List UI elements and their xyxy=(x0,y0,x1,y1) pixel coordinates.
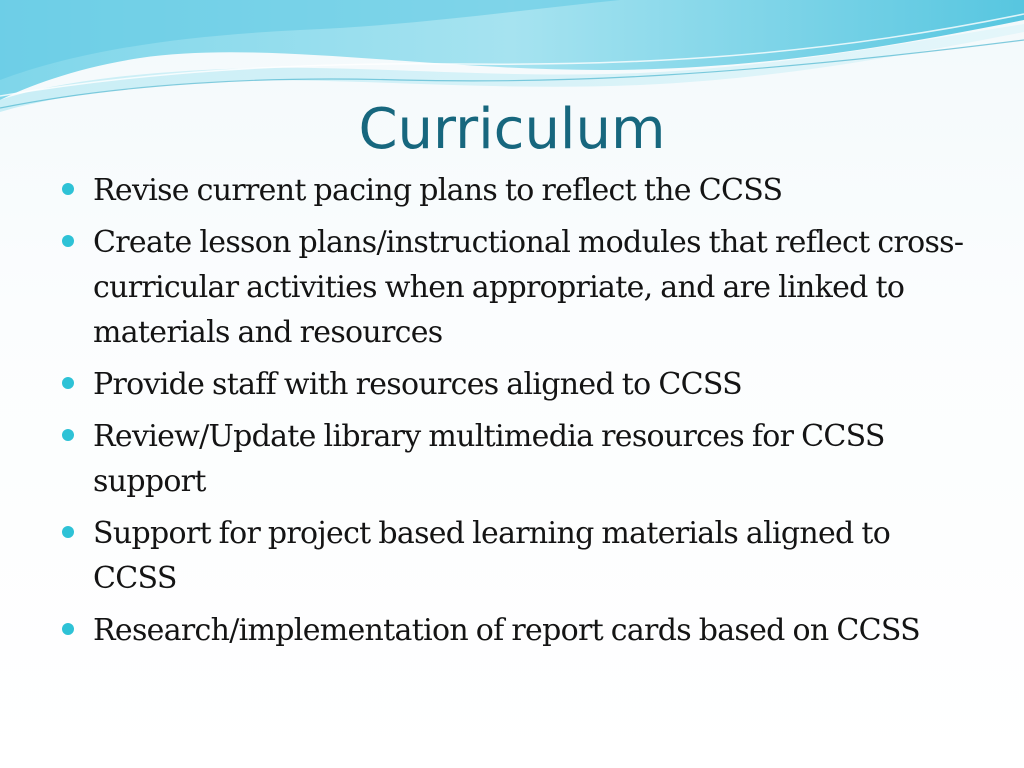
slide-title: Curriculum xyxy=(358,97,666,162)
bullet-item xyxy=(62,168,972,213)
bullet-text: Provide staff with resources aligned to CCSS xyxy=(93,367,743,402)
bullet-dot-icon xyxy=(62,623,74,635)
bullet-dot-icon xyxy=(62,429,74,441)
bullet-item xyxy=(62,362,972,407)
bullet-item xyxy=(62,608,972,653)
bullet-dot-icon xyxy=(62,183,74,195)
bullet-text: Research/implementation of report cards based on CCSS xyxy=(93,613,921,648)
bullet-text: Revise current pacing plans to reflect the CCSS xyxy=(93,173,783,208)
bullet-item xyxy=(62,511,972,601)
bullet-dot-icon xyxy=(62,235,74,247)
bullet-text: Support for project based learning materials aligned to CCSS xyxy=(93,516,891,596)
bullet-list xyxy=(62,168,972,660)
bullet-item xyxy=(62,220,972,355)
bullet-dot-icon xyxy=(62,377,74,389)
bullet-item xyxy=(62,414,972,504)
bullet-text: Review/Update library multimedia resources for CCSS support xyxy=(93,419,885,499)
bullet-text: Create lesson plans/instructional modules that reflect cross-curricular activities when appropriate, and are linked to materials and resources xyxy=(93,225,964,350)
bullet-dot-icon xyxy=(62,526,74,538)
